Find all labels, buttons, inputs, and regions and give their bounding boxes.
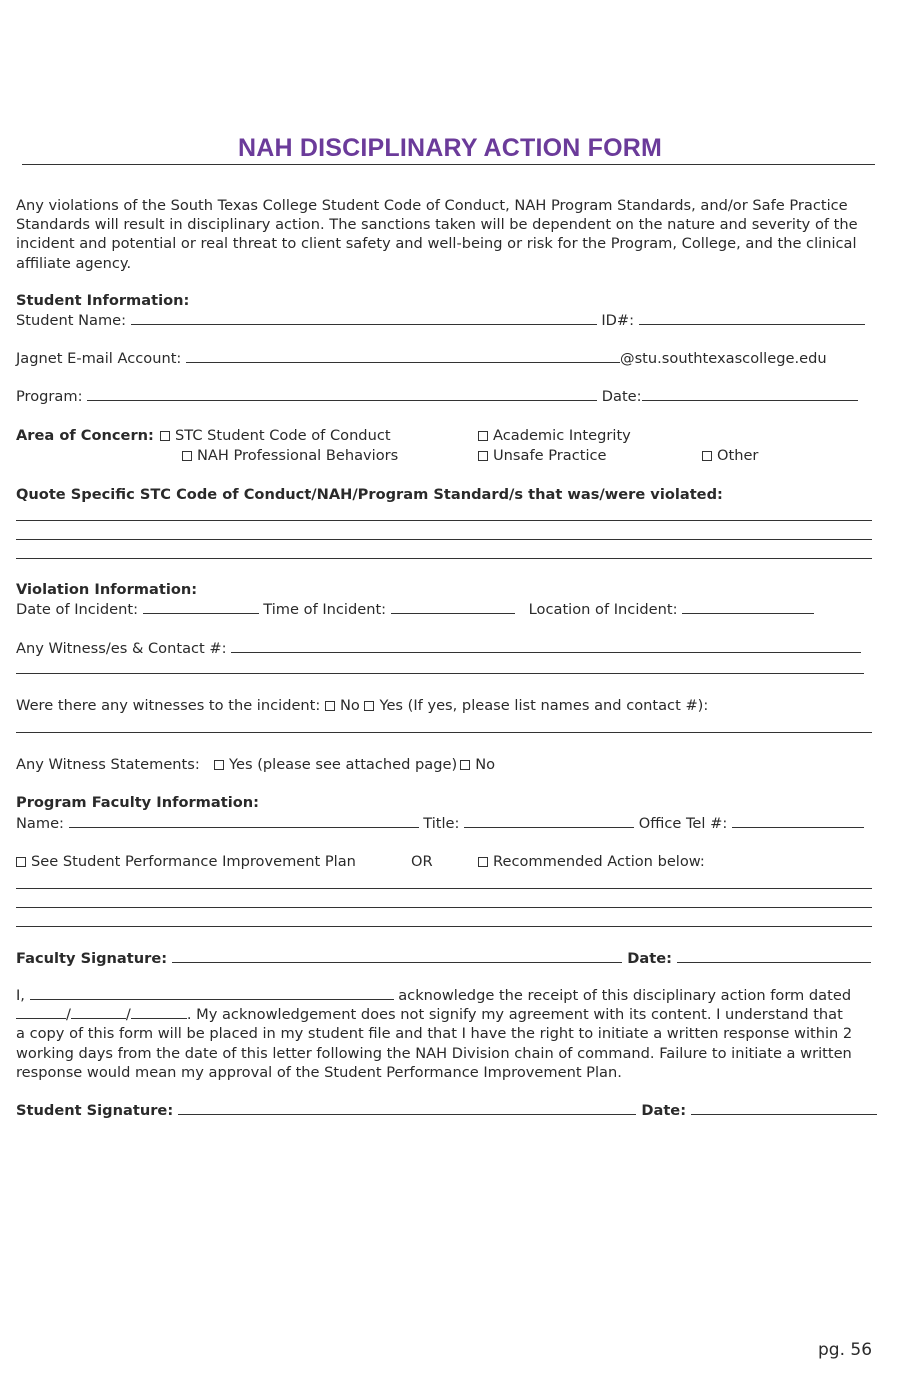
quote-line-1[interactable] xyxy=(16,520,872,521)
program-date-field[interactable] xyxy=(642,387,858,401)
quote-line-3[interactable] xyxy=(16,558,872,559)
faculty-signature-field[interactable] xyxy=(172,949,622,963)
checkbox[interactable] xyxy=(478,857,488,867)
plan-option[interactable]: See Student Performance Improvement Plan xyxy=(16,853,356,871)
intro-paragraph: Any violations of the South Texas College Student Code of Conduct, NAH Program Standards, and/or Safe Practice Standards will result in disciplinary action. The sanctions taken will be dependent on the nature and severity of the incident and potential or real threat to client safety and well-being or risk for the Program, College, and the clinical affiliate agency. xyxy=(16,197,858,272)
witnesses-question-row xyxy=(16,697,708,715)
page-number: pg. 56 xyxy=(818,1340,873,1360)
concern-option-professional-behaviors[interactable]: NAH Professional Behaviors xyxy=(182,447,398,465)
student-signature-row xyxy=(16,1101,877,1120)
checkbox[interactable] xyxy=(182,451,192,461)
student-id-field[interactable] xyxy=(639,311,865,325)
statements-options xyxy=(214,756,495,774)
witnesses-list-line[interactable] xyxy=(16,732,872,733)
incident-time-label: Time of Incident: xyxy=(263,601,387,618)
student-signature-label: Student Signature: xyxy=(16,1102,174,1119)
statements-yes-label: Yes (please see attached page) xyxy=(229,756,458,773)
student-signature-date-field[interactable] xyxy=(691,1101,877,1115)
faculty-tel-label: Office Tel #: xyxy=(638,815,728,832)
checkbox[interactable] xyxy=(160,431,170,441)
acknowledgement-paragraph xyxy=(16,986,874,1082)
witnesses-no-label: No xyxy=(339,697,360,714)
program-date-label: Date: xyxy=(601,388,642,405)
ack-rest: a copy of this form will be placed in my student file and that I have the right to initiate a written response within 2 working days from the date of this letter following the NAH Division chain of command. Failure to initiate a written response would mean my approval of the Student Performance Improvement Plan. xyxy=(16,1025,853,1081)
student-signature-date-label: Date: xyxy=(641,1102,687,1119)
recommended-line-2[interactable] xyxy=(16,907,872,908)
ack-line-2: / / . My acknowledgement does not signify my agreement with its content. I understand that xyxy=(16,1005,874,1024)
program-label: Program: xyxy=(16,388,83,405)
recommended-line-3[interactable] xyxy=(16,926,872,927)
witnesses-question: Were there any witnesses to the incident: xyxy=(16,697,321,714)
student-info-heading: Student Information: xyxy=(16,292,190,309)
concern-option-academic-integrity[interactable]: Academic Integrity xyxy=(478,427,631,445)
faculty-heading: Program Faculty Information: xyxy=(16,794,259,811)
concern-option-unsafe-practice[interactable]: Unsafe Practice xyxy=(478,447,607,465)
faculty-title-label: Title: xyxy=(423,815,460,832)
incident-time-field[interactable] xyxy=(391,600,515,614)
incident-row xyxy=(16,600,814,619)
statements-no-label: No xyxy=(475,756,496,773)
ack-date-month-field[interactable] xyxy=(16,1005,66,1019)
email-row xyxy=(16,349,827,368)
faculty-name-field[interactable] xyxy=(69,814,419,828)
faculty-signature-label: Faculty Signature: xyxy=(16,950,168,967)
checkbox[interactable] xyxy=(478,451,488,461)
student-name-row xyxy=(16,311,865,330)
checkbox[interactable] xyxy=(16,857,26,867)
faculty-date-label: Date: xyxy=(627,950,672,967)
violation-heading: Violation Information: xyxy=(16,581,198,598)
or-label: OR xyxy=(411,853,433,870)
witness-contact-field[interactable] xyxy=(231,639,861,653)
faculty-title-field[interactable] xyxy=(464,814,634,828)
statements-no-checkbox[interactable] xyxy=(460,760,470,770)
incident-date-field[interactable] xyxy=(143,600,259,614)
witness-contact-row xyxy=(16,639,861,658)
witness-contact-line-2[interactable] xyxy=(16,673,864,674)
ack-line-1: I, acknowledge the receipt of this disciplinary action form dated xyxy=(16,987,852,1004)
faculty-date-field[interactable] xyxy=(677,949,871,963)
incident-date-label: Date of Incident: xyxy=(16,601,138,618)
witnesses-yes-label: Yes (If yes, please list names and contact #): xyxy=(379,697,709,714)
ack-date-day-field[interactable] xyxy=(71,1005,126,1019)
email-domain: @stu.southtexascollege.edu xyxy=(619,350,827,367)
email-label: Jagnet E-mail Account: xyxy=(16,350,182,367)
ack-date-year-field[interactable] xyxy=(131,1005,187,1019)
concern-label: Area of Concern: xyxy=(16,427,154,444)
title-underline xyxy=(22,164,875,165)
student-name-field[interactable] xyxy=(131,311,597,325)
witnesses-no-checkbox[interactable] xyxy=(325,701,335,711)
recommended-option[interactable]: Recommended Action below: xyxy=(478,853,705,871)
quote-label: Quote Specific STC Code of Conduct/NAH/Program Standard/s that was/were violated: xyxy=(16,486,723,503)
quote-line-2[interactable] xyxy=(16,539,872,540)
concern-option-other[interactable]: Other xyxy=(702,447,758,465)
student-signature-field[interactable] xyxy=(178,1101,636,1115)
email-field[interactable] xyxy=(186,349,620,363)
incident-location-field[interactable] xyxy=(682,600,814,614)
student-id-label: ID#: xyxy=(601,312,635,329)
faculty-tel-field[interactable] xyxy=(732,814,864,828)
checkbox[interactable] xyxy=(478,431,488,441)
ack-name-field[interactable] xyxy=(30,986,394,1000)
program-field[interactable] xyxy=(87,387,597,401)
student-name-label: Student Name: xyxy=(16,312,127,329)
recommended-line-1[interactable] xyxy=(16,888,872,889)
form-title: NAH DISCIPLINARY ACTION FORM xyxy=(237,134,663,162)
checkbox[interactable] xyxy=(702,451,712,461)
program-row xyxy=(16,387,858,406)
witness-contact-label: Any Witness/es & Contact #: xyxy=(16,640,227,657)
incident-location-label: Location of Incident: xyxy=(528,601,678,618)
faculty-name-label: Name: xyxy=(16,815,64,832)
faculty-row xyxy=(16,814,864,833)
statements-yes-checkbox[interactable] xyxy=(214,760,224,770)
witnesses-yes-checkbox[interactable] xyxy=(364,701,374,711)
concern-option-stc[interactable]: STC Student Code of Conduct xyxy=(160,427,391,445)
statements-label: Any Witness Statements: xyxy=(16,756,200,773)
faculty-signature-row xyxy=(16,949,871,968)
